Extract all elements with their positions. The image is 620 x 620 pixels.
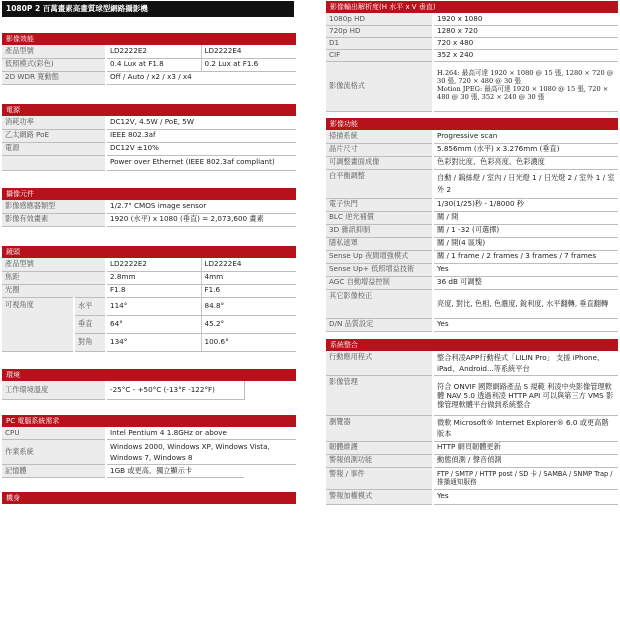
row-label: 警報 / 事件 [326, 467, 433, 489]
table-row [326, 454, 618, 467]
body-section [2, 492, 296, 504]
table-row [2, 45, 296, 58]
row-value: Progressive scan [433, 130, 618, 143]
row-value: Yes [433, 318, 618, 331]
row-label: 720p HD [326, 25, 433, 37]
row-label: D1 [326, 37, 433, 49]
table-row [326, 263, 618, 276]
view-angle-label: 可視角度 [2, 297, 74, 351]
optics-section [2, 246, 296, 352]
row-label: 低照模式(彩色) [2, 58, 106, 71]
row-value: 色彩對比度、色彩亮度、色彩濃度 [433, 156, 618, 169]
table-row [326, 351, 618, 376]
value-model-b: 84.8° [201, 297, 296, 315]
table-row [2, 439, 296, 464]
row-value: 1280 x 720 [433, 25, 618, 37]
row-value: 1/30(1/25)秒 - 1/8000 秒 [433, 198, 618, 211]
row-label: 電源 [2, 142, 106, 155]
table-row [326, 198, 618, 211]
row-value: Off / Auto / x2 / x3 / x4 [106, 71, 296, 84]
table-row [2, 284, 296, 297]
row-label: 晶片尺寸 [326, 143, 433, 156]
value-model-a: 2.8mm [106, 271, 201, 284]
row-label: 作業系統 [2, 439, 106, 464]
row-value: 關 / 開 [433, 211, 618, 224]
row-label: 工作環境溫度 [2, 381, 106, 399]
row-value: 自動 / 鎢絲燈 / 室內 / 日光燈 1 / 日光燈 2 / 室外 1 / 室外 2 [433, 169, 618, 198]
table-row [326, 289, 618, 318]
row-label [2, 155, 106, 170]
sensor-section [2, 188, 296, 227]
row-value: 亮度, 對比, 色相, 色濃度, 銳利度, 水平翻轉, 垂直翻轉 [433, 289, 618, 318]
table-row [326, 156, 618, 169]
row-label: 消耗功率 [2, 116, 106, 129]
system-integration-section [326, 339, 618, 505]
power-table [2, 116, 296, 171]
table-row [2, 129, 296, 142]
row-value: FTP / SMTP / HTTP post / SD 卡 / SAMBA / SNMP Trap / 推播通知服務 [433, 467, 618, 489]
table-row [326, 13, 618, 25]
os-line: Windows 2000, Windows XP, Windows Vista, [110, 441, 270, 451]
row-value: 整合利凌APP行動程式「LILIN Pro」 支援 iPhone、iPad、Android...等系統平台 [433, 351, 618, 376]
table-row [2, 381, 296, 399]
section-header: 影像效能 [2, 33, 296, 45]
section-header: PC 電腦系統需求 [2, 415, 296, 427]
image-features-section [326, 118, 618, 332]
row-value: Power over Ethernet (IEEE 802.3af compliant) [106, 155, 296, 170]
table-row [2, 71, 296, 84]
row-value: 動態偵測 / 聲音偵測 [433, 454, 618, 467]
row-label: 其它影像校正 [326, 289, 433, 318]
table-row [326, 237, 618, 250]
section-header: 鏡頭 [2, 246, 296, 258]
table-row [326, 37, 618, 49]
row-label: 電子快門 [326, 198, 433, 211]
value-model-b: 45.2° [201, 315, 296, 333]
section-header: 影像功能 [326, 118, 618, 130]
table-row [2, 213, 296, 226]
table-row [326, 250, 618, 263]
sensor-table [2, 200, 296, 227]
row-label: 瀏覽器 [326, 416, 433, 441]
row-label: 產品型號 [2, 258, 106, 271]
row-label: 記憶體 [2, 464, 106, 477]
environment-table [2, 381, 296, 400]
value-model-b: 100.6° [201, 333, 296, 351]
os-line: Windows 7, Windows 8 [110, 452, 193, 462]
pc-requirements-section [2, 415, 296, 478]
row-label: 光圈 [2, 284, 106, 297]
row-label: 警報偵測功能 [326, 454, 433, 467]
value-model-b: LD2222E4 [201, 45, 296, 58]
value-model-b: 0.2 Lux at F1.6 [201, 58, 296, 71]
value-model-a: LD2222E2 [106, 45, 201, 58]
section-header: 電源 [2, 104, 296, 116]
table-row [2, 427, 296, 439]
row-value: DC12V ±10% [106, 142, 296, 155]
row-label: 影像有效畫素 [2, 213, 106, 226]
row-value: DC12V, 4.5W / PoE, 5W [106, 116, 296, 129]
row-label: 掃描系統 [326, 130, 433, 143]
row-label: BLC 逆光補償 [326, 211, 433, 224]
row-value: Intel Pentium 4 1.8GHz or above [106, 427, 296, 439]
row-value: 720 x 480 [433, 37, 618, 49]
table-row [2, 155, 296, 170]
row-value: 352 x 240 [433, 49, 618, 61]
row-label: 1080p HD [326, 13, 433, 25]
pc-requirements-table [2, 427, 296, 478]
row-value: 1920 (水平) x 1080 (垂直) = 2,073,600 畫素 [106, 213, 296, 226]
h264-spec: H.264: 最高可達 1920 × 1080 @ 15 張, 1280 × 720 @ 30 張, 720 × 480 @ 30 張 [437, 69, 614, 86]
row-label: 乙太網路 PoE [2, 129, 106, 142]
table-row [326, 441, 618, 454]
row-label: D/N 品質設定 [326, 318, 433, 331]
row-label: 2D WDR 寬動態 [2, 71, 106, 84]
value-model-a: 64° [106, 315, 201, 333]
row-value: 1/2.7" CMOS image sensor [106, 200, 296, 213]
value-model-a: 114° [106, 297, 201, 315]
row-value [106, 439, 296, 464]
table-row [326, 49, 618, 61]
row-label: 韌體維護 [326, 441, 433, 454]
system-integration-table [326, 351, 618, 505]
row-label: CPU [2, 427, 106, 439]
row-label: 警報加權模式 [326, 489, 433, 504]
image-features-table [326, 130, 618, 332]
section-header: 機身 [2, 492, 296, 504]
mjpeg-spec: Motion JPEG: 最高可達 1920 × 1080 @ 15 張, 720 × 480 @ 30 張, 352 × 240 @ 30 張 [437, 85, 609, 101]
row-value: Yes [433, 263, 618, 276]
row-value: 36 dB 可調整 [433, 276, 618, 289]
value-model-a: 134° [106, 333, 201, 351]
angle-axis-label: 對角 [74, 333, 106, 351]
table-row [326, 61, 618, 111]
table-row [2, 142, 296, 155]
lens-performance-table [2, 45, 296, 85]
optics-table [2, 258, 296, 352]
section-header: 系統整合 [326, 339, 618, 351]
power-section [2, 104, 296, 171]
table-row [2, 200, 296, 213]
row-value: 關 / 1 frame / 2 frames / 3 frames / 7 frames [433, 250, 618, 263]
video-output-table [326, 13, 618, 112]
table-row [326, 143, 618, 156]
angle-axis-label: 水平 [74, 297, 106, 315]
video-output-section [326, 1, 618, 112]
table-row [326, 489, 618, 504]
row-label: Sense Up+ 低照增益技術 [326, 263, 433, 276]
table-row [2, 116, 296, 129]
row-value: 5.856mm (水平) x 3.276mm (垂直) [433, 143, 618, 156]
environment-section [2, 369, 296, 400]
row-value: 1920 x 1080 [433, 13, 618, 25]
row-value: Yes [433, 489, 618, 504]
table-row [2, 271, 296, 284]
table-row [326, 318, 618, 331]
row-label: CIF [326, 49, 433, 61]
row-value: 關 / 1 -32 (可選擇) [433, 224, 618, 237]
row-value: IEEE 802.3af [106, 129, 296, 142]
row-label: 行動應用程式 [326, 351, 433, 376]
row-label: 影像管理 [326, 376, 433, 416]
value-model-b: 4mm [201, 271, 296, 284]
row-label: 影像感應器類型 [2, 200, 106, 213]
page-title: 1080P 2 百萬畫素高畫質球型網路攝影機 [2, 1, 294, 17]
table-row [2, 297, 296, 315]
value-model-a: LD2222E2 [106, 258, 201, 271]
row-value: 微軟 Microsoft® Internet Explorer® 6.0 或更高階版本 [433, 416, 618, 441]
stream-format-value [433, 61, 618, 111]
row-value: HTTP 網頁韌體更新 [433, 441, 618, 454]
table-row [2, 258, 296, 271]
table-row [326, 211, 618, 224]
row-label: 白平衡調整 [326, 169, 433, 198]
row-label: Sense Up 夜間增強模式 [326, 250, 433, 263]
lens-performance-section [2, 33, 296, 85]
value-model-b: F1.6 [201, 284, 296, 297]
value-model-a: F1.8 [106, 284, 201, 297]
value-model-b: LD2222E4 [201, 258, 296, 271]
section-header: 影像輸出解析度(H 水平 x V 垂直) [326, 1, 618, 13]
table-row [326, 130, 618, 143]
table-row [2, 464, 296, 477]
row-label: 3D 雜訊抑制 [326, 224, 433, 237]
row-label: 隱私遮罩 [326, 237, 433, 250]
table-row [326, 467, 618, 489]
row-label: 可調整畫面成像 [326, 156, 433, 169]
table-row [326, 25, 618, 37]
section-header: 攝像元件 [2, 188, 296, 200]
row-label: 影像流格式 [326, 61, 433, 111]
table-row [326, 276, 618, 289]
row-value: -25°C - +50°C (-13°F -122°F) [106, 381, 244, 399]
table-row [326, 224, 618, 237]
row-label: AGC 自動增益控制 [326, 276, 433, 289]
table-row [326, 169, 618, 198]
row-value: 1GB 或更高、獨立顯示卡 [106, 464, 244, 477]
section-header: 環境 [2, 369, 296, 381]
row-label: 焦距 [2, 271, 106, 284]
table-row [2, 58, 296, 71]
row-label: 產品型號 [2, 45, 106, 58]
row-value: 關 / 開(4 區塊) [433, 237, 618, 250]
row-value: 符合 ONVIF 國際網路產品 S 規範 利凌中央影像管理軟體 NAV 5.0 透過利凌 HTTP API 可以與第三方 VMS 影像管理軟體平台做到系統整合 [433, 376, 618, 416]
angle-axis-label: 垂直 [74, 315, 106, 333]
table-row [326, 416, 618, 441]
value-model-a: 0.4 Lux at F1.8 [106, 58, 201, 71]
table-row [326, 376, 618, 416]
